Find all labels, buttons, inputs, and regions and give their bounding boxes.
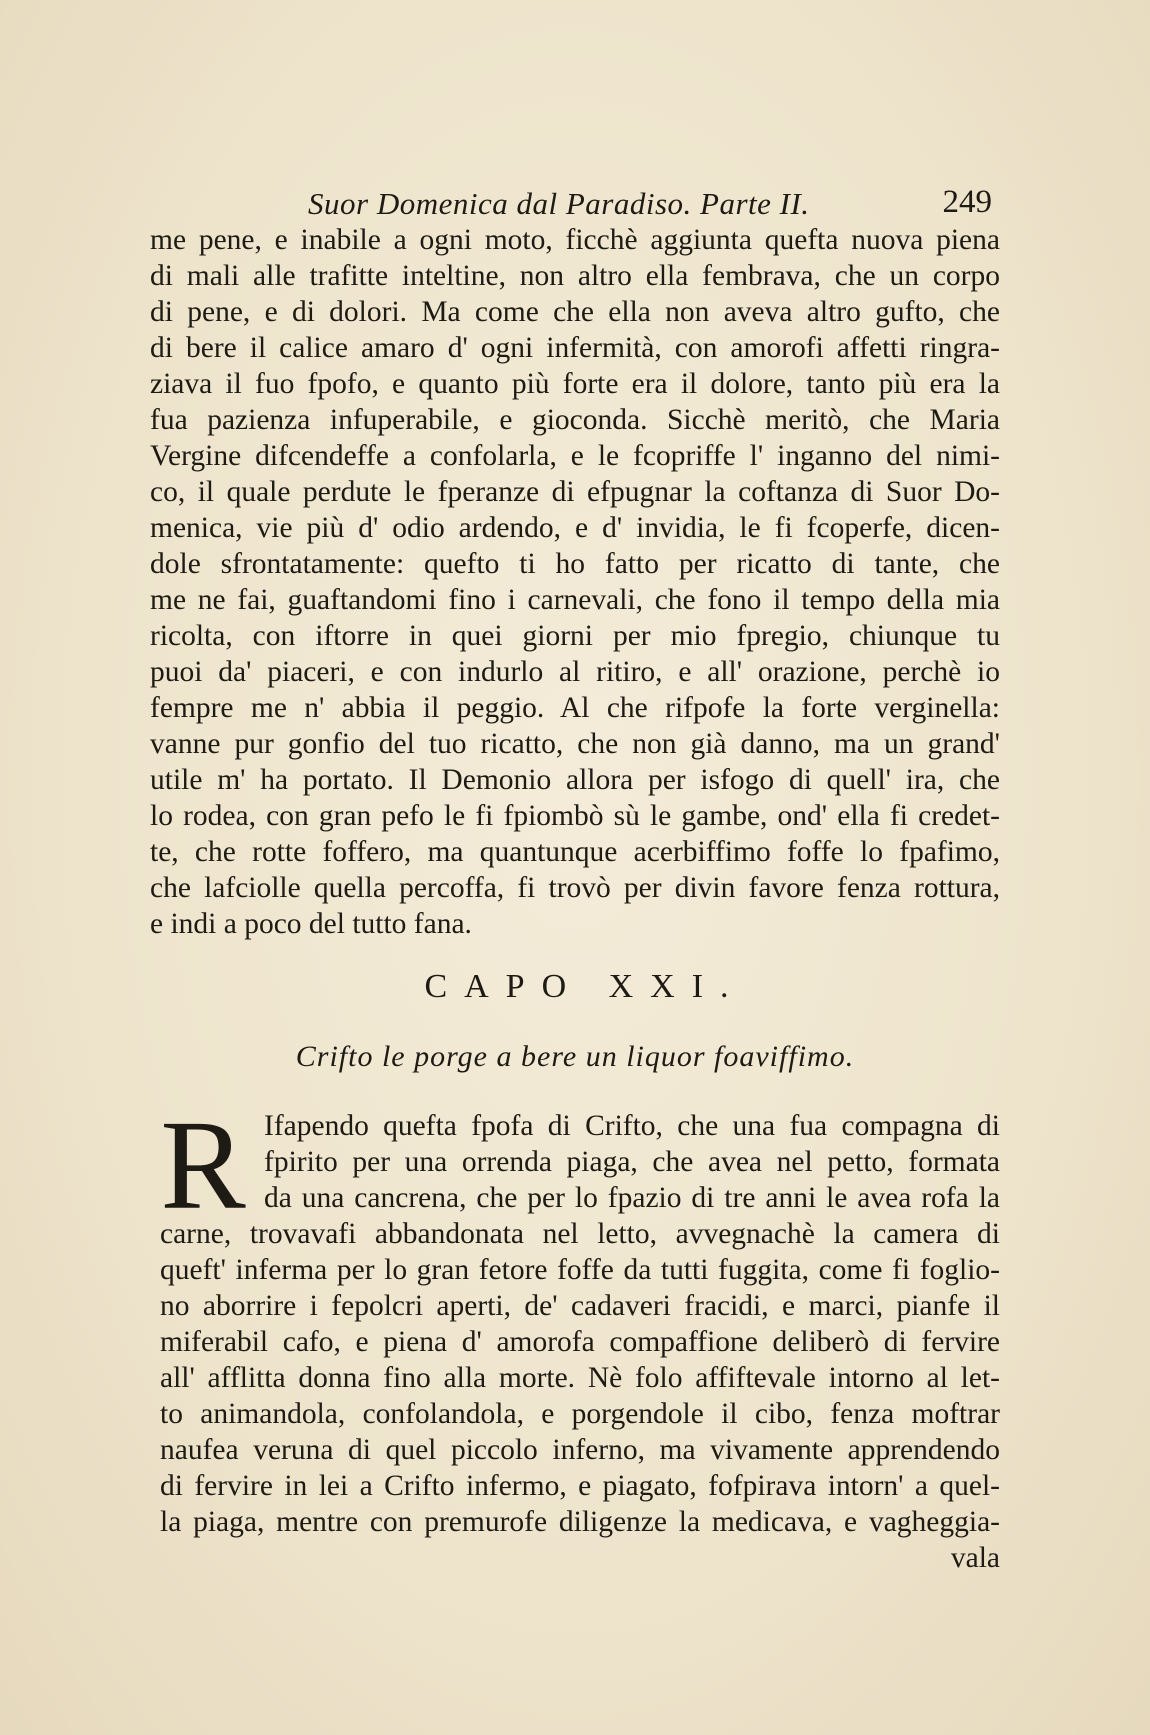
text-line: menica, vie più d' odio ardendo, e d' invidia, le fi fcoperfe, dicen-	[150, 512, 1000, 544]
text-line: all' afflitta donna fino alla morte. Nè folo affiftevale intorno al let-	[160, 1362, 1000, 1394]
text-line: miferabil cafo, e piena d' amorofa compaffione deliberò di fervire	[160, 1326, 1000, 1358]
text-line: dole sfrontatamente: quefto ti ho fatto per ricatto di tante, che	[150, 548, 1000, 580]
drop-cap: R	[160, 1094, 246, 1236]
text-line: che lafciolle quella percoffa, fi trovò per divin favore fenza rottura,	[150, 872, 1000, 904]
text-line: vanne pur gonfio del tuo ricatto, che non già danno, ma un grand'	[150, 728, 1000, 760]
text-line: fpirito per una orrenda piaga, che avea nel petto, formata	[264, 1146, 1000, 1178]
text-line: di bere il calice amaro d' ogni infermità, con amorofi affetti ringra-	[150, 332, 1000, 364]
chapter-subtitle: Crifto le porge a bere un liquor foaviffimo.	[295, 1040, 855, 1073]
text-line: di mali alle trafitte inteltine, non altro ella fembrava, che un corpo	[150, 260, 1000, 292]
text-line: utile m' ha portato. Il Demonio allora per isfogo di quell' ira, che	[150, 764, 1000, 796]
text-line: no aborrire i fepolcri aperti, de' cadaveri fracidi, e marci, pianfe il	[160, 1290, 1000, 1322]
text-line: lo rodea, con gran pefo le fi fpiombò sù le gambe, ond' ella fi credet-	[150, 800, 1000, 832]
chapter-paragraph	[160, 1094, 1000, 1576]
text-line: da una cancrena, che per lo fpazio di tre anni le avea rofa la	[264, 1182, 1000, 1214]
page-number: 249	[942, 184, 992, 220]
text-line: co, il quale perdute le fperanze di efpugnar la coftanza di Suor Do-	[150, 476, 1000, 508]
text-line: la piaga, mentre con premurofe diligenze la medicava, e vagheggia-	[160, 1506, 1000, 1538]
paragraph-continued	[150, 222, 1000, 942]
text-line: Ifapendo quefta fpofa di Crifto, che una fua compagna di	[264, 1110, 1000, 1142]
text-line: to animandola, confolandola, e porgendole il cibo, fenza moftrar	[160, 1398, 1000, 1430]
text-line: me ne fai, guaftandomi fino i carnevali, che fono il tempo della mia	[150, 584, 1000, 616]
running-title: Suor Domenica dal Paradiso. Parte II.	[308, 186, 810, 221]
text-line: di fervire in lei a Crifto infermo, e piagato, fofpirava intorn' a quel-	[160, 1470, 1000, 1502]
chapter-title: CAPO XXI.	[424, 968, 746, 1005]
text-line: te, che rotte foffero, ma quantunque acerbiffimo foffe lo fpafimo,	[150, 836, 1000, 868]
text-line: ziava il fuo fpofo, e quanto più forte era il dolore, tanto più era la	[150, 368, 1000, 400]
catchword: vala	[950, 1542, 1000, 1574]
text-line: ricolta, con iftorre in quei giorni per mio fpregio, chiunque tu	[150, 620, 1000, 652]
text-line: Vergine difcendeffe a confolarla, e le fcopriffe l' inganno del nimi-	[150, 440, 1000, 472]
text-line: fempre me n' abbia il peggio. Al che rifpofe la forte verginella:	[150, 692, 1000, 724]
text-line: e indi a poco del tutto fana.	[150, 908, 472, 940]
text-line: queft' inferma per lo gran fetore foffe da tutti fuggita, come fi foglio-	[160, 1254, 1000, 1286]
text-line: carne, trovavafi abbandonata nel letto, avvegnachè la camera di	[160, 1218, 1000, 1250]
text-line: me pene, e inabile a ogni moto, ficchè aggiunta quefta nuova piena	[150, 224, 1000, 256]
text-line: di pene, e di dolori. Ma come che ella non aveva altro gufto, che	[150, 296, 1000, 328]
text-line: naufea veruna di quel piccolo inferno, ma vivamente apprendendo	[160, 1434, 1000, 1466]
text-line: fua pazienza infuperabile, e gioconda. Sicchè meritò, che Maria	[150, 404, 1000, 436]
page-header	[148, 186, 1000, 226]
text-line: puoi da' piaceri, e con indurlo al ritiro, e all' orazione, perchè io	[150, 656, 1000, 688]
